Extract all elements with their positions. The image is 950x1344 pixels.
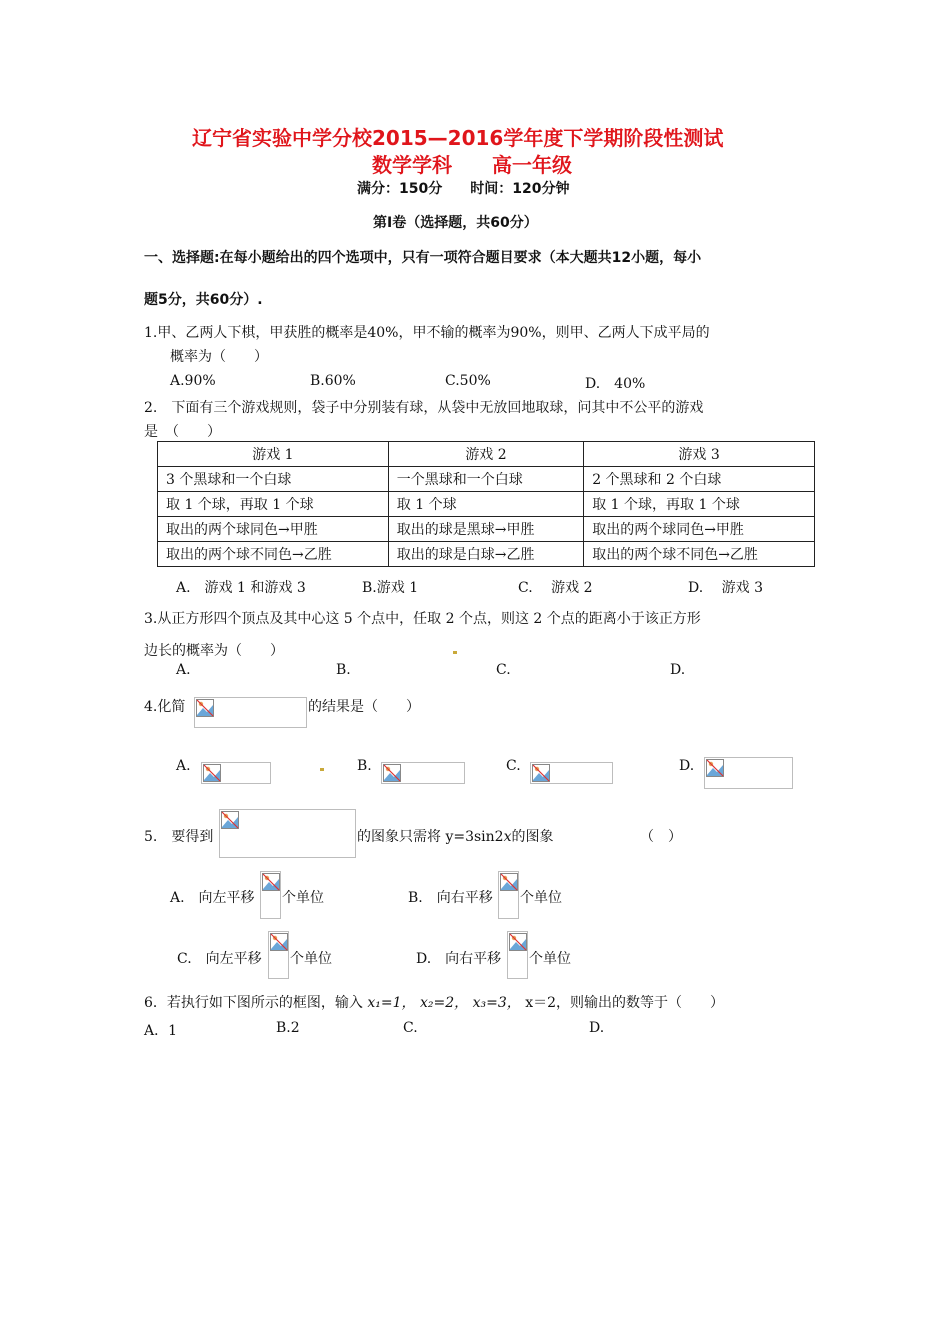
q5-option-a-unit: 个单位: [282, 890, 324, 906]
page-subtitle: 数学学科 高一年级: [372, 153, 572, 177]
broken-image-icon: [500, 873, 518, 891]
formula-image: [498, 871, 519, 919]
table-header: 游戏 2: [388, 442, 583, 467]
table-header-row: [158, 442, 815, 467]
q2-option-b: B.游戏 1: [362, 580, 419, 596]
table-cell: 取出的两个球同色→甲胜: [584, 517, 815, 542]
q2-option-c: C. 游戏 2: [518, 580, 593, 596]
question-3-text-2: 边长的概率为（ ）: [144, 643, 284, 659]
q5-option-d: D. 向右平移: [416, 951, 502, 967]
stray-mark: [320, 768, 324, 771]
instructions-line1: 一、选择题:在每小题给出的四个选项中，只有一项符合题目要求（本大题共12小题，每小: [144, 250, 702, 266]
formula-image: [704, 757, 793, 789]
formula-image: [194, 697, 307, 728]
table-header: 游戏 3: [584, 442, 815, 467]
q5-option-c-unit: 个单位: [290, 951, 332, 967]
table-cell: 2 个黑球和 2 个白球: [584, 467, 815, 492]
table-row: [158, 542, 815, 567]
q5-option-a: A. 向左平移: [170, 890, 255, 906]
q5-option-d-unit: 个单位: [529, 951, 571, 967]
question-6-tail: x＝2，则输出的数等于（ ）: [525, 995, 725, 1011]
section-title: 第Ⅰ卷（选择题，共60分）: [373, 215, 538, 231]
formula-image: [507, 931, 528, 979]
q4-option-b: B.: [357, 758, 372, 774]
broken-image-icon: [203, 764, 221, 782]
q5-option-b: B. 向右平移: [408, 890, 493, 906]
question-5-suffix: 的图象只需将 y=3sin2: [357, 829, 504, 845]
q6-option-b: B.2: [276, 1020, 300, 1036]
table-cell: 取出的两个球不同色→乙胜: [584, 542, 815, 567]
question-2-text-2: 是 （ ）: [144, 424, 221, 440]
question-5-suffix-2: 的图象: [511, 829, 554, 845]
table-cell: 一个黑球和一个白球: [388, 467, 583, 492]
formula-image: [201, 762, 271, 784]
q4-option-c: C.: [506, 758, 521, 774]
table-cell: 3 个黑球和一个白球: [158, 467, 389, 492]
question-3-text: 3.从正方形四个顶点及其中心这 5 个点中，任取 2 个点，则这 2 个点的距离小于该正方形: [144, 611, 701, 627]
q5-option-b-unit: 个单位: [520, 890, 562, 906]
exam-meta: 满分：150分 时间：120分钟: [357, 181, 570, 197]
q2-option-a: A. 游戏 1 和游戏 3: [176, 580, 306, 596]
broken-image-icon: [270, 933, 288, 951]
formula-image: [260, 871, 281, 919]
question-2-text: 2. 下面有三个游戏规则，袋子中分别装有球，从袋中无放回地取球，问其中不公平的游戏: [144, 400, 704, 416]
table-row: [158, 517, 815, 542]
question-4-suffix: 的结果是（ ）: [308, 699, 420, 715]
table-cell: 取出的两个球不同色→乙胜: [158, 542, 389, 567]
broken-image-icon: [262, 873, 280, 891]
formula-image: [530, 762, 613, 784]
q4-option-d: D.: [679, 758, 695, 774]
table-cell: 取出的两个球同色→甲胜: [158, 517, 389, 542]
q2-option-d: D. 游戏 3: [688, 580, 763, 596]
q4-option-a: A.: [176, 758, 191, 774]
q3-option-c: C.: [496, 662, 511, 678]
broken-image-icon: [706, 759, 724, 777]
broken-image-icon: [509, 933, 527, 951]
q5-option-c: C. 向左平移: [177, 951, 262, 967]
page-title: 辽宁省实验中学分校2015—2016学年度下学期阶段性测试: [192, 126, 724, 150]
table-cell: 取出的球是白球→乙胜: [388, 542, 583, 567]
formula-image: [219, 809, 356, 858]
q1-option-d: D. 40%: [585, 376, 646, 392]
table-cell: 取 1 个球: [388, 492, 583, 517]
table-cell: 取出的球是黑球→甲胜: [388, 517, 583, 542]
question-1-text-2: 概率为（ ）: [170, 349, 268, 365]
table-row: [158, 467, 815, 492]
games-table: [157, 441, 815, 567]
instructions-line2: 题5分，共60分）.: [144, 292, 263, 308]
broken-image-icon: [532, 764, 550, 782]
formula-image: [381, 762, 465, 784]
broken-image-icon: [221, 811, 239, 829]
question-5-prefix: 5. 要得到: [144, 829, 214, 845]
q6-option-c: C.: [403, 1020, 418, 1036]
variable-x: x: [503, 829, 512, 845]
table-cell: 取 1 个球，再取 1 个球: [158, 492, 389, 517]
q6-option-d: D.: [589, 1020, 605, 1036]
question-5-paren: （ ）: [640, 829, 682, 845]
input-x2: x₂=2，: [419, 995, 469, 1011]
q1-option-c: C.50%: [445, 373, 491, 389]
table-row: [158, 492, 815, 517]
q1-option-b: B.60%: [310, 373, 356, 389]
formula-image: [268, 931, 289, 979]
stray-mark: [453, 651, 457, 654]
q3-option-d: D.: [670, 662, 686, 678]
q3-option-b: B.: [336, 662, 351, 678]
table-header: 游戏 1: [158, 442, 389, 467]
question-4-prefix: 4.化简: [144, 699, 186, 715]
input-x1: x₁=1，: [367, 995, 416, 1011]
input-x3: x₃=3，: [472, 995, 521, 1011]
broken-image-icon: [196, 699, 214, 717]
question-1-text: 1.甲、乙两人下棋，甲获胜的概率是40%，甲不输的概率为90%，则甲、乙两人下成平局的: [144, 325, 710, 341]
q6-option-a: A．1: [144, 1023, 178, 1039]
q1-option-a: A.90%: [170, 373, 216, 389]
q3-option-a: A.: [176, 662, 191, 678]
question-6-text: 6．若执行如下图所示的框图，输入: [144, 995, 363, 1011]
table-cell: 取 1 个球，再取 1 个球: [584, 492, 815, 517]
broken-image-icon: [383, 764, 401, 782]
